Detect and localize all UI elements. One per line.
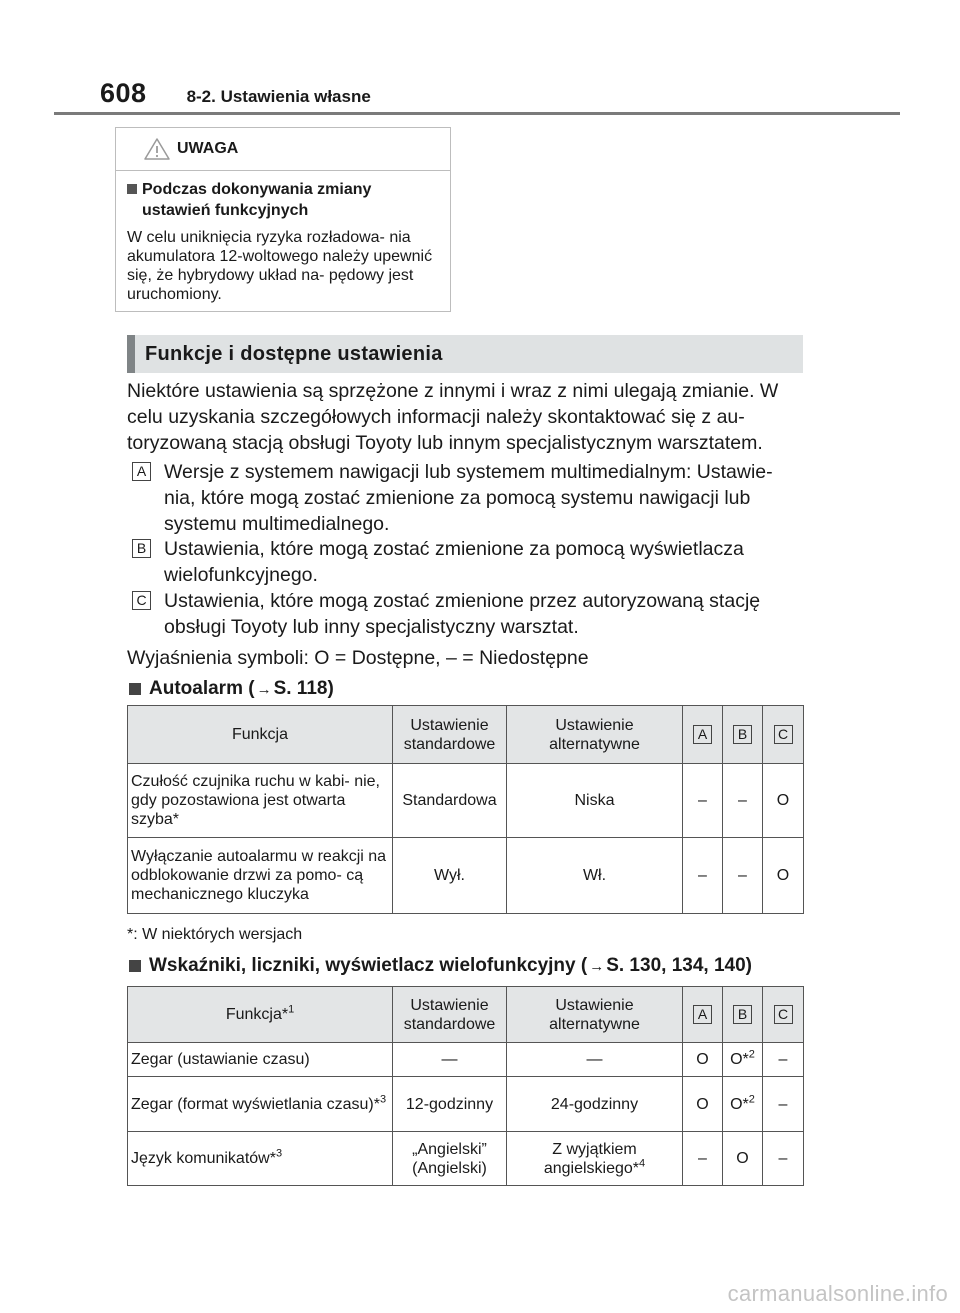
warning-box	[115, 127, 451, 312]
warning-text: W celu uniknięcia ryzyka rozładowa- nia akumulatora 12-woltowego należy upewnić się, że hybrydowy układ na- pędowy jest uruchomiony.	[127, 229, 433, 303]
warning-triangle-icon	[143, 137, 171, 161]
warning-header	[116, 128, 450, 171]
section-title: 8-2. Ustawienia własne	[186, 87, 371, 106]
page-number: 608	[100, 78, 147, 108]
table-row: Czułość czujnika ruchu w kabi- nie, gdy pozostawiona jest otwarta szyba* Standardowa Niska – – O	[128, 764, 804, 838]
banner-title: Funkcje i dostępne ustawienia	[145, 342, 443, 365]
legend-item-b: B Ustawienia, które mogą zostać zmienione za pomocą wyświetlacza wielofunkcyjnego.	[127, 536, 807, 588]
legend-key-a: A	[132, 462, 151, 481]
table-row: Wyłączanie autoalarmu w reakcji na odblokowanie drzwi za pomo- cą mechanicznego kluczyka Wył. Wł. – – O	[128, 838, 804, 914]
square-bullet-icon	[127, 184, 137, 194]
table-row: Zegar (format wyświetlania czasu)*$^3$ 12-godzinny 24-godzinny O O*$^2$ –	[128, 1077, 804, 1132]
section-banner	[127, 335, 803, 373]
watermark: carmanualsonline.info	[727, 1281, 948, 1306]
page-header	[100, 78, 371, 110]
arrow-icon: →	[589, 957, 605, 975]
subheading-indicators: Wskaźniki, liczniki, wyświetlacz wielofunkcyjny ( → S. 130, 134, 140)	[127, 955, 752, 977]
legend-item-a: A Wersje z systemem nawigacji lub systemem multimedialnym: Ustawie- nia, które mogą zostać zmienione za pomocą systemu nawigacji lub systemu multimedialnego.	[127, 459, 807, 537]
legend-key-b: B	[132, 539, 151, 558]
intro-paragraph: Niektóre ustawienia są sprzężone z innymi i wraz z nimi ulegają zmianie. W celu uzyskania szczegółowych informacji należy skontaktować się z au- toryzowaną stacją obsługi Toyoty lub innym specjalistycznym warsztatem.	[127, 380, 779, 454]
legend-item-c: C Ustawienia, które mogą zostać zmienione przez autoryzowaną stację obsługi Toyoty lub inny specjalistyczny warsztat.	[127, 588, 807, 640]
legend-key-c: C	[132, 591, 151, 610]
square-bullet-icon	[129, 683, 141, 695]
autoalarm-table	[127, 705, 804, 914]
table-header-row: Funkcja Ustawienie standardowe Ustawienie alternatywne A B C	[128, 706, 804, 764]
table-header-row: Funkcja*$^1$ Ustawienie standardowe Ustawienie alternatywne A B C	[128, 987, 804, 1043]
square-bullet-icon	[129, 960, 141, 972]
header-rule	[54, 112, 900, 115]
warning-label: UWAGA	[177, 140, 239, 157]
table-row: Zegar (ustawianie czasu) — — O O*$^2$ –	[128, 1043, 804, 1077]
table-footnote: *: W niektórych wersjach	[127, 926, 303, 943]
table-row: Język komunikatów*$^3$ „Angielski” (Angielski) Z wyjątkiem angielskiego*$^4$ – O –	[128, 1132, 804, 1186]
indicators-table	[127, 986, 804, 1186]
warning-subtitle: Podczas dokonywania zmiany ustawień funkcyjnych	[127, 179, 440, 221]
symbols-explanation: Wyjaśnienia symboli: O = Dostępne, – = Niedostępne	[127, 647, 589, 669]
subheading-autoalarm: Autoalarm ( → S. 118)	[127, 678, 334, 700]
arrow-icon: →	[256, 680, 272, 698]
